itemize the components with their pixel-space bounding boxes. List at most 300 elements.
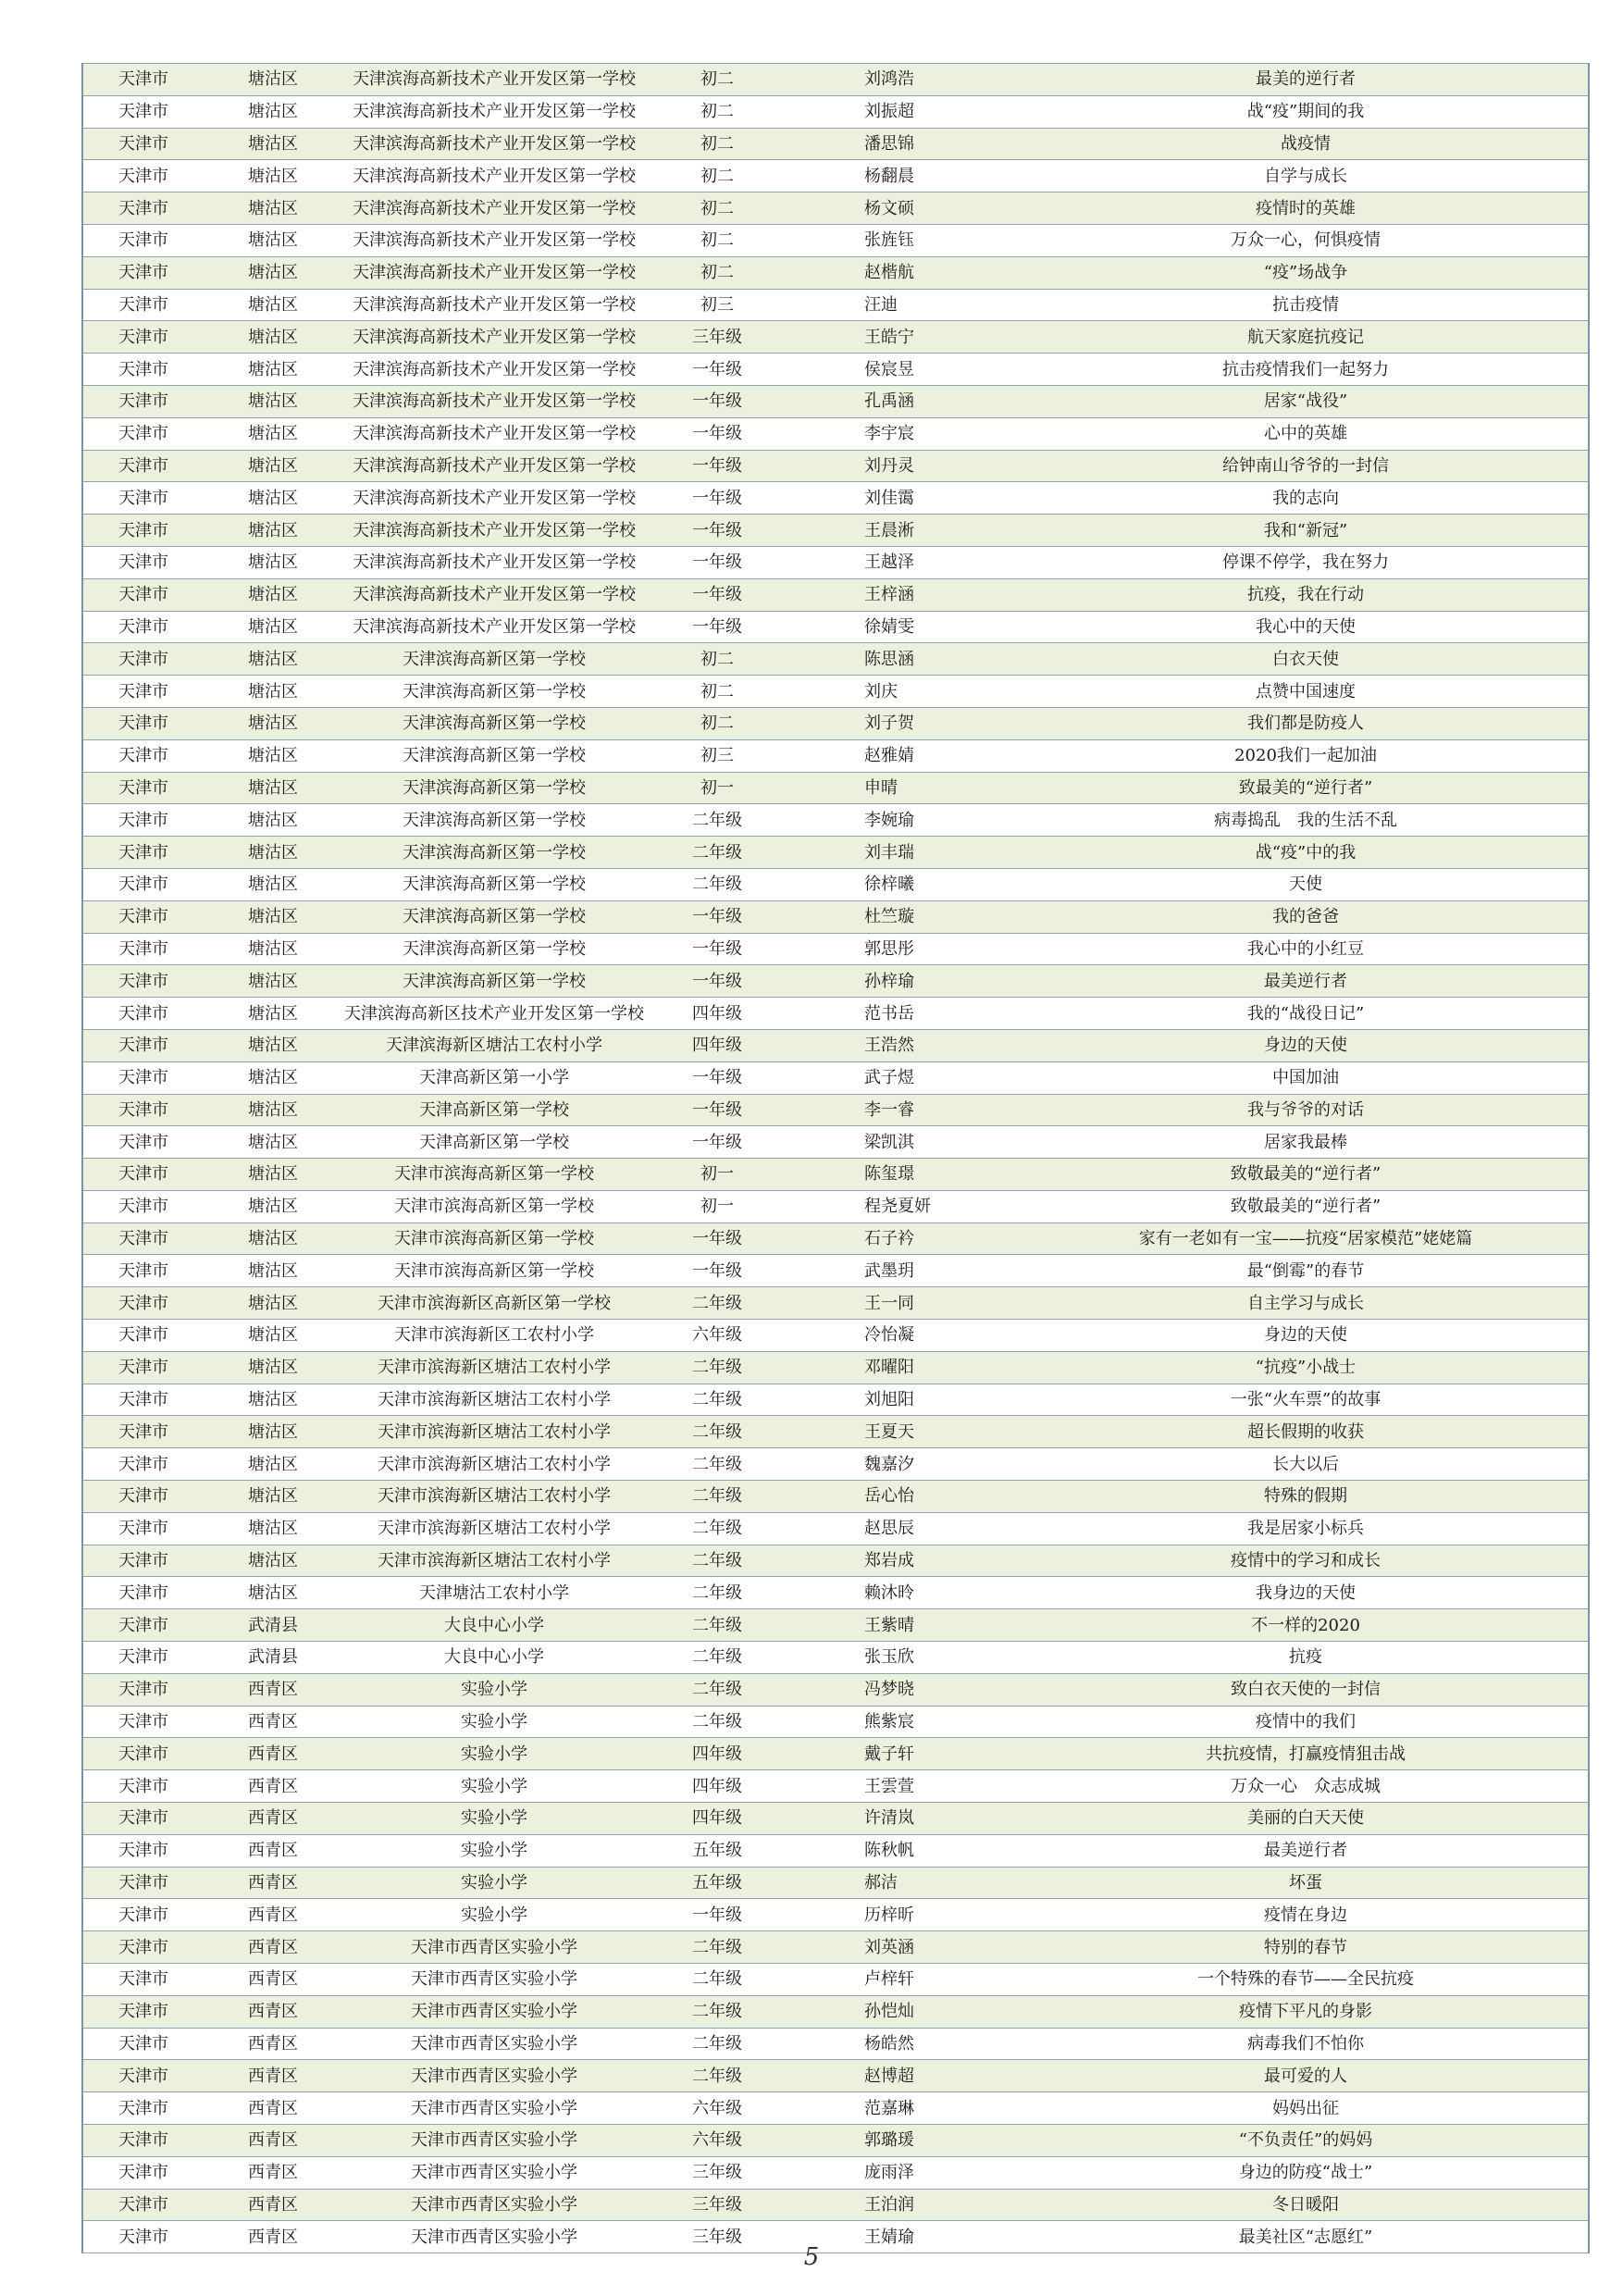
table-row bbox=[82, 95, 1589, 128]
cell-school: 天津滨海高新技术产业开发区第一学校 bbox=[337, 515, 651, 547]
cell-name: 杜竺璇 bbox=[783, 900, 1023, 933]
cell-name: 刘旭阳 bbox=[783, 1384, 1023, 1416]
cell-school: 天津滨海高新技术产业开发区第一学校 bbox=[337, 256, 651, 289]
cell-name: 赵思辰 bbox=[783, 1512, 1023, 1545]
cell-name: 卢梓轩 bbox=[783, 1964, 1023, 1996]
cell-name: 岳心怡 bbox=[783, 1481, 1023, 1513]
cell-district: 西青区 bbox=[215, 1834, 337, 1867]
cell-district: 塘沽区 bbox=[215, 676, 337, 708]
cell-district: 塘沽区 bbox=[215, 1190, 337, 1222]
cell-city: 天津市 bbox=[82, 804, 215, 837]
cell-city: 天津市 bbox=[82, 676, 215, 708]
cell-name: 徐梓曦 bbox=[783, 868, 1023, 900]
table-row bbox=[82, 1512, 1589, 1545]
cell-city: 天津市 bbox=[82, 2092, 215, 2125]
table-row bbox=[82, 965, 1589, 998]
cell-district: 塘沽区 bbox=[215, 128, 337, 160]
cell-school: 实验小学 bbox=[337, 1899, 651, 1931]
cell-title: 疫情在身边 bbox=[1023, 1899, 1589, 1931]
cell-name: 陈秋帆 bbox=[783, 1834, 1023, 1867]
cell-name: 刘子贺 bbox=[783, 707, 1023, 739]
cell-title: 最美逆行者 bbox=[1023, 1834, 1589, 1867]
cell-school: 天津滨海高新技术产业开发区第一学校 bbox=[337, 321, 651, 354]
cell-title: 2020我们一起加油 bbox=[1023, 739, 1589, 772]
cell-school: 天津市西青区实验小学 bbox=[337, 2060, 651, 2092]
table-row bbox=[82, 1190, 1589, 1222]
table-row bbox=[82, 1222, 1589, 1255]
cell-district: 塘沽区 bbox=[215, 354, 337, 386]
cell-name: 魏嘉汐 bbox=[783, 1448, 1023, 1481]
cell-district: 塘沽区 bbox=[215, 1255, 337, 1287]
cell-district: 塘沽区 bbox=[215, 256, 337, 289]
cell-district: 塘沽区 bbox=[215, 739, 337, 772]
cell-school: 天津滨海高新区第一学校 bbox=[337, 837, 651, 869]
cell-title: 战疫情 bbox=[1023, 128, 1589, 160]
cell-name: 赖沐昤 bbox=[783, 1577, 1023, 1609]
cell-name: 郑岩成 bbox=[783, 1545, 1023, 1577]
cell-district: 西青区 bbox=[215, 1673, 337, 1706]
cell-grade: 三年级 bbox=[651, 2221, 783, 2253]
cell-grade: 四年级 bbox=[651, 1738, 783, 1770]
cell-grade: 初一 bbox=[651, 1159, 783, 1191]
cell-grade: 初二 bbox=[651, 643, 783, 676]
cell-school: 天津滨海新区塘沽工农村小学 bbox=[337, 1029, 651, 1061]
table-row bbox=[82, 1642, 1589, 1674]
table-row bbox=[82, 1577, 1589, 1609]
cell-title: 居家“战役” bbox=[1023, 385, 1589, 417]
cell-name: 邓曜阳 bbox=[783, 1351, 1023, 1384]
cell-school: 实验小学 bbox=[337, 1673, 651, 1706]
cell-school: 实验小学 bbox=[337, 1738, 651, 1770]
cell-name: 侯宸昱 bbox=[783, 354, 1023, 386]
cell-grade: 一年级 bbox=[651, 546, 783, 578]
cell-title: 抗击疫情 bbox=[1023, 289, 1589, 321]
table-row bbox=[82, 1706, 1589, 1738]
cell-district: 塘沽区 bbox=[215, 1029, 337, 1061]
cell-title: 一个特殊的春节——全民抗疫 bbox=[1023, 1964, 1589, 1996]
table-row bbox=[82, 1029, 1589, 1061]
cell-district: 塘沽区 bbox=[215, 64, 337, 96]
cell-grade: 二年级 bbox=[651, 2028, 783, 2060]
cell-name: 武墨玥 bbox=[783, 1255, 1023, 1287]
cell-title: 抗疫 bbox=[1023, 1642, 1589, 1674]
cell-grade: 六年级 bbox=[651, 1320, 783, 1352]
cell-grade: 二年级 bbox=[651, 1287, 783, 1320]
table-row bbox=[82, 804, 1589, 837]
cell-district: 塘沽区 bbox=[215, 998, 337, 1030]
cell-school: 天津滨海高新区第一学校 bbox=[337, 643, 651, 676]
table-row bbox=[82, 1867, 1589, 1899]
cell-school: 天津滨海高新区第一学校 bbox=[337, 739, 651, 772]
cell-name: 刘振超 bbox=[783, 95, 1023, 128]
cell-name: 梁凯淇 bbox=[783, 1126, 1023, 1159]
cell-name: 杨文硕 bbox=[783, 192, 1023, 225]
cell-district: 西青区 bbox=[215, 1931, 337, 1964]
table-row bbox=[82, 772, 1589, 804]
cell-title: 我们都是防疫人 bbox=[1023, 707, 1589, 739]
cell-name: 潘思锦 bbox=[783, 128, 1023, 160]
table-row bbox=[82, 1320, 1589, 1352]
cell-school: 天津滨海高新区第一学校 bbox=[337, 707, 651, 739]
cell-title: 点赞中国速度 bbox=[1023, 676, 1589, 708]
cell-city: 天津市 bbox=[82, 837, 215, 869]
cell-school: 天津高新区第一学校 bbox=[337, 1094, 651, 1126]
table-row bbox=[82, 1964, 1589, 1996]
cell-grade: 四年级 bbox=[651, 1770, 783, 1803]
cell-school: 实验小学 bbox=[337, 1834, 651, 1867]
cell-district: 塘沽区 bbox=[215, 578, 337, 611]
cell-name: 王一同 bbox=[783, 1287, 1023, 1320]
cell-district: 塘沽区 bbox=[215, 1577, 337, 1609]
cell-district: 西青区 bbox=[215, 1964, 337, 1996]
table-row bbox=[82, 1255, 1589, 1287]
cell-school: 天津滨海高新技术产业开发区第一学校 bbox=[337, 354, 651, 386]
table-row bbox=[82, 1834, 1589, 1867]
cell-district: 西青区 bbox=[215, 2221, 337, 2253]
cell-city: 天津市 bbox=[82, 2028, 215, 2060]
cell-title: 共抗疫情，打赢疫情狙击战 bbox=[1023, 1738, 1589, 1770]
table-row bbox=[82, 1061, 1589, 1094]
cell-grade: 初二 bbox=[651, 160, 783, 192]
cell-city: 天津市 bbox=[82, 1834, 215, 1867]
cell-name: 杨皓然 bbox=[783, 2028, 1023, 2060]
cell-city: 天津市 bbox=[82, 1094, 215, 1126]
cell-city: 天津市 bbox=[82, 128, 215, 160]
cell-school: 天津滨海高新技术产业开发区第一学校 bbox=[337, 546, 651, 578]
cell-school: 天津滨海高新技术产业开发区第一学校 bbox=[337, 450, 651, 482]
cell-grade: 二年级 bbox=[651, 1642, 783, 1674]
cell-city: 天津市 bbox=[82, 1770, 215, 1803]
cell-district: 塘沽区 bbox=[215, 417, 337, 450]
table-row bbox=[82, 289, 1589, 321]
cell-name: 王梓涵 bbox=[783, 578, 1023, 611]
cell-district: 武清县 bbox=[215, 1642, 337, 1674]
cell-school: 天津市滨海高新区第一学校 bbox=[337, 1222, 651, 1255]
cell-grade: 三年级 bbox=[651, 2189, 783, 2221]
cell-district: 塘沽区 bbox=[215, 611, 337, 643]
cell-city: 天津市 bbox=[82, 256, 215, 289]
cell-school: 大良中心小学 bbox=[337, 1642, 651, 1674]
cell-title: 万众一心 众志成城 bbox=[1023, 1770, 1589, 1803]
table-row bbox=[82, 160, 1589, 192]
cell-school: 天津塘沽工农村小学 bbox=[337, 1577, 651, 1609]
cell-title: 我的志向 bbox=[1023, 482, 1589, 515]
cell-title: 疫情中的我们 bbox=[1023, 1706, 1589, 1738]
cell-school: 天津市西青区实验小学 bbox=[337, 1931, 651, 1964]
cell-city: 天津市 bbox=[82, 1159, 215, 1191]
cell-city: 天津市 bbox=[82, 933, 215, 965]
cell-grade: 一年级 bbox=[651, 354, 783, 386]
cell-grade: 初二 bbox=[651, 64, 783, 96]
cell-district: 塘沽区 bbox=[215, 900, 337, 933]
cell-school: 天津市西青区实验小学 bbox=[337, 2092, 651, 2125]
cell-title: 万众一心，何惧疫情 bbox=[1023, 224, 1589, 256]
table-row bbox=[82, 1899, 1589, 1931]
cell-name: 许清岚 bbox=[783, 1803, 1023, 1835]
cell-district: 塘沽区 bbox=[215, 515, 337, 547]
cell-district: 塘沽区 bbox=[215, 546, 337, 578]
cell-name: 陈玺璟 bbox=[783, 1159, 1023, 1191]
table-row bbox=[82, 1738, 1589, 1770]
cell-grade: 二年级 bbox=[651, 1609, 783, 1642]
cell-city: 天津市 bbox=[82, 1673, 215, 1706]
cell-title: 战“疫”中的我 bbox=[1023, 837, 1589, 869]
cell-title: 致敬最美的“逆行者” bbox=[1023, 1190, 1589, 1222]
cell-grade: 初二 bbox=[651, 676, 783, 708]
cell-grade: 一年级 bbox=[651, 417, 783, 450]
cell-district: 西青区 bbox=[215, 1706, 337, 1738]
cell-school: 天津滨海高新技术产业开发区第一学校 bbox=[337, 128, 651, 160]
cell-name: 孙梓瑜 bbox=[783, 965, 1023, 998]
cell-school: 天津滨海高新区技术产业开发区第一学校 bbox=[337, 998, 651, 1030]
cell-city: 天津市 bbox=[82, 578, 215, 611]
table-row bbox=[82, 2060, 1589, 2092]
cell-school: 天津滨海高新技术产业开发区第一学校 bbox=[337, 160, 651, 192]
table-row bbox=[82, 515, 1589, 547]
cell-title: 特别的春节 bbox=[1023, 1931, 1589, 1964]
cell-city: 天津市 bbox=[82, 1609, 215, 1642]
cell-grade: 初一 bbox=[651, 772, 783, 804]
cell-grade: 二年级 bbox=[651, 1384, 783, 1416]
cell-grade: 一年级 bbox=[651, 1899, 783, 1931]
cell-title: 疫情中的学习和成长 bbox=[1023, 1545, 1589, 1577]
cell-school: 天津滨海高新区第一学校 bbox=[337, 676, 651, 708]
cell-city: 天津市 bbox=[82, 1545, 215, 1577]
table-row bbox=[82, 643, 1589, 676]
cell-city: 天津市 bbox=[82, 900, 215, 933]
cell-district: 西青区 bbox=[215, 2060, 337, 2092]
cell-city: 天津市 bbox=[82, 1995, 215, 2028]
cell-city: 天津市 bbox=[82, 2221, 215, 2253]
cell-grade: 初二 bbox=[651, 128, 783, 160]
cell-city: 天津市 bbox=[82, 1706, 215, 1738]
table-row bbox=[82, 2028, 1589, 2060]
cell-school: 实验小学 bbox=[337, 1770, 651, 1803]
cell-city: 天津市 bbox=[82, 998, 215, 1030]
table-row bbox=[82, 2189, 1589, 2221]
cell-name: 武子煜 bbox=[783, 1061, 1023, 1094]
cell-title: 给钟南山爷爷的一封信 bbox=[1023, 450, 1589, 482]
cell-grade: 二年级 bbox=[651, 1995, 783, 2028]
cell-grade: 五年级 bbox=[651, 1867, 783, 1899]
table-row bbox=[82, 1481, 1589, 1513]
cell-school: 天津市滨海新区塘沽工农村小学 bbox=[337, 1512, 651, 1545]
cell-name: 王夏天 bbox=[783, 1416, 1023, 1448]
cell-district: 西青区 bbox=[215, 2092, 337, 2125]
cell-district: 西青区 bbox=[215, 1867, 337, 1899]
cell-grade: 五年级 bbox=[651, 1834, 783, 1867]
cell-grade: 初二 bbox=[651, 224, 783, 256]
cell-city: 天津市 bbox=[82, 2189, 215, 2221]
cell-school: 天津滨海高新区第一学校 bbox=[337, 804, 651, 837]
table-row bbox=[82, 417, 1589, 450]
cell-title: 最美社区“志愿红” bbox=[1023, 2221, 1589, 2253]
table-row bbox=[82, 1995, 1589, 2028]
cell-city: 天津市 bbox=[82, 1448, 215, 1481]
cell-grade: 一年级 bbox=[651, 1094, 783, 1126]
cell-title: “不负责任”的妈妈 bbox=[1023, 2125, 1589, 2157]
table-row bbox=[82, 1803, 1589, 1835]
cell-name: 王皓宁 bbox=[783, 321, 1023, 354]
cell-district: 西青区 bbox=[215, 2156, 337, 2189]
cell-name: 王越泽 bbox=[783, 546, 1023, 578]
cell-title: 白衣天使 bbox=[1023, 643, 1589, 676]
cell-school: 天津滨海高新技术产业开发区第一学校 bbox=[337, 578, 651, 611]
cell-city: 天津市 bbox=[82, 2125, 215, 2157]
cell-district: 武清县 bbox=[215, 1609, 337, 1642]
table-row bbox=[82, 192, 1589, 225]
cell-name: 冷怡凝 bbox=[783, 1320, 1023, 1352]
cell-title: 致最美的“逆行者” bbox=[1023, 772, 1589, 804]
cell-grade: 一年级 bbox=[651, 965, 783, 998]
cell-district: 塘沽区 bbox=[215, 868, 337, 900]
cell-grade: 一年级 bbox=[651, 611, 783, 643]
cell-school: 天津市滨海新区塘沽工农村小学 bbox=[337, 1384, 651, 1416]
cell-title: 妈妈出征 bbox=[1023, 2092, 1589, 2125]
table-row bbox=[82, 1094, 1589, 1126]
cell-district: 塘沽区 bbox=[215, 1512, 337, 1545]
table-row bbox=[82, 1545, 1589, 1577]
cell-city: 天津市 bbox=[82, 1964, 215, 1996]
cell-school: 天津市西青区实验小学 bbox=[337, 1995, 651, 2028]
cell-city: 天津市 bbox=[82, 2156, 215, 2189]
cell-school: 天津高新区第一小学 bbox=[337, 1061, 651, 1094]
cell-city: 天津市 bbox=[82, 772, 215, 804]
cell-title: 抗疫，我在行动 bbox=[1023, 578, 1589, 611]
cell-grade: 初二 bbox=[651, 192, 783, 225]
cell-name: 王雲萱 bbox=[783, 1770, 1023, 1803]
cell-name: 范书岳 bbox=[783, 998, 1023, 1030]
cell-name: 历梓昕 bbox=[783, 1899, 1023, 1931]
table-row bbox=[82, 1931, 1589, 1964]
cell-title: “疫”场战争 bbox=[1023, 256, 1589, 289]
table-row bbox=[82, 868, 1589, 900]
cell-district: 塘沽区 bbox=[215, 1384, 337, 1416]
cell-name: 李一睿 bbox=[783, 1094, 1023, 1126]
cell-city: 天津市 bbox=[82, 611, 215, 643]
cell-school: 天津市滨海高新区第一学校 bbox=[337, 1190, 651, 1222]
cell-school: 天津滨海高新技术产业开发区第一学校 bbox=[337, 64, 651, 96]
table-body bbox=[82, 64, 1589, 2253]
cell-school: 天津市滨海高新区第一学校 bbox=[337, 1255, 651, 1287]
cell-name: 杨翻晨 bbox=[783, 160, 1023, 192]
table-row bbox=[82, 1287, 1589, 1320]
cell-city: 天津市 bbox=[82, 1029, 215, 1061]
cell-school: 天津滨海高新区第一学校 bbox=[337, 900, 651, 933]
table-row bbox=[82, 2092, 1589, 2125]
table-row bbox=[82, 2156, 1589, 2189]
cell-city: 天津市 bbox=[82, 1867, 215, 1899]
cell-city: 天津市 bbox=[82, 482, 215, 515]
cell-city: 天津市 bbox=[82, 1384, 215, 1416]
cell-title: 致敬最美的“逆行者” bbox=[1023, 1159, 1589, 1191]
table-row bbox=[82, 2125, 1589, 2157]
cell-name: 郭璐瑗 bbox=[783, 2125, 1023, 2157]
cell-city: 天津市 bbox=[82, 1481, 215, 1513]
cell-school: 天津市西青区实验小学 bbox=[337, 2028, 651, 2060]
cell-grade: 一年级 bbox=[651, 515, 783, 547]
cell-grade: 一年级 bbox=[651, 1126, 783, 1159]
cell-school: 天津市滨海新区塘沽工农村小学 bbox=[337, 1416, 651, 1448]
cell-title: 我与爷爷的对话 bbox=[1023, 1094, 1589, 1126]
table-row bbox=[82, 224, 1589, 256]
page-number: 5 bbox=[803, 2243, 820, 2271]
cell-district: 塘沽区 bbox=[215, 837, 337, 869]
cell-title: 身边的天使 bbox=[1023, 1320, 1589, 1352]
cell-school: 实验小学 bbox=[337, 1867, 651, 1899]
cell-district: 塘沽区 bbox=[215, 1320, 337, 1352]
cell-school: 天津滨海高新技术产业开发区第一学校 bbox=[337, 385, 651, 417]
cell-district: 塘沽区 bbox=[215, 1094, 337, 1126]
table-row bbox=[82, 1416, 1589, 1448]
cell-grade: 二年级 bbox=[651, 1416, 783, 1448]
cell-grade: 一年级 bbox=[651, 900, 783, 933]
cell-name: 王婧瑜 bbox=[783, 2221, 1023, 2253]
cell-name: 徐婧雯 bbox=[783, 611, 1023, 643]
cell-district: 塘沽区 bbox=[215, 1222, 337, 1255]
cell-name: 张玉欣 bbox=[783, 1642, 1023, 1674]
cell-name: 李宇宸 bbox=[783, 417, 1023, 450]
cell-city: 天津市 bbox=[82, 739, 215, 772]
cell-grade: 六年级 bbox=[651, 2092, 783, 2125]
cell-district: 塘沽区 bbox=[215, 965, 337, 998]
cell-grade: 二年级 bbox=[651, 1481, 783, 1513]
cell-grade: 二年级 bbox=[651, 1545, 783, 1577]
cell-city: 天津市 bbox=[82, 1190, 215, 1222]
table-row bbox=[82, 450, 1589, 482]
cell-grade: 一年级 bbox=[651, 1222, 783, 1255]
cell-school: 天津市滨海新区塘沽工农村小学 bbox=[337, 1545, 651, 1577]
cell-title: 航天家庭抗疫记 bbox=[1023, 321, 1589, 354]
cell-school: 天津市西青区实验小学 bbox=[337, 2125, 651, 2157]
cell-city: 天津市 bbox=[82, 224, 215, 256]
cell-grade: 二年级 bbox=[651, 837, 783, 869]
cell-city: 天津市 bbox=[82, 192, 215, 225]
cell-name: 张旌钰 bbox=[783, 224, 1023, 256]
cell-name: 李婉瑜 bbox=[783, 804, 1023, 837]
cell-district: 西青区 bbox=[215, 1995, 337, 2028]
cell-city: 天津市 bbox=[82, 1351, 215, 1384]
cell-city: 天津市 bbox=[82, 1416, 215, 1448]
cell-name: 王泊润 bbox=[783, 2189, 1023, 2221]
cell-title: 自学与成长 bbox=[1023, 160, 1589, 192]
cell-title: 最美逆行者 bbox=[1023, 965, 1589, 998]
table-row bbox=[82, 998, 1589, 1030]
table-row bbox=[82, 321, 1589, 354]
cell-district: 塘沽区 bbox=[215, 804, 337, 837]
cell-school: 天津滨海高新技术产业开发区第一学校 bbox=[337, 417, 651, 450]
cell-title: 致白衣天使的一封信 bbox=[1023, 1673, 1589, 1706]
cell-name: 郭思彤 bbox=[783, 933, 1023, 965]
cell-district: 西青区 bbox=[215, 2125, 337, 2157]
cell-district: 塘沽区 bbox=[215, 160, 337, 192]
cell-title: 心中的英雄 bbox=[1023, 417, 1589, 450]
cell-city: 天津市 bbox=[82, 1803, 215, 1835]
cell-school: 天津滨海高新区第一学校 bbox=[337, 868, 651, 900]
cell-district: 塘沽区 bbox=[215, 1126, 337, 1159]
cell-city: 天津市 bbox=[82, 64, 215, 96]
cell-grade: 初三 bbox=[651, 739, 783, 772]
table-row bbox=[82, 707, 1589, 739]
cell-grade: 一年级 bbox=[651, 1255, 783, 1287]
cell-school: 天津市滨海新区高新区第一学校 bbox=[337, 1287, 651, 1320]
cell-title: 战“疫”期间的我 bbox=[1023, 95, 1589, 128]
cell-name: 王浩然 bbox=[783, 1029, 1023, 1061]
cell-school: 天津滨海高新区第一学校 bbox=[337, 965, 651, 998]
cell-title: 停课不停学，我在努力 bbox=[1023, 546, 1589, 578]
cell-title: 长大以后 bbox=[1023, 1448, 1589, 1481]
cell-title: 疫情时的英雄 bbox=[1023, 192, 1589, 225]
